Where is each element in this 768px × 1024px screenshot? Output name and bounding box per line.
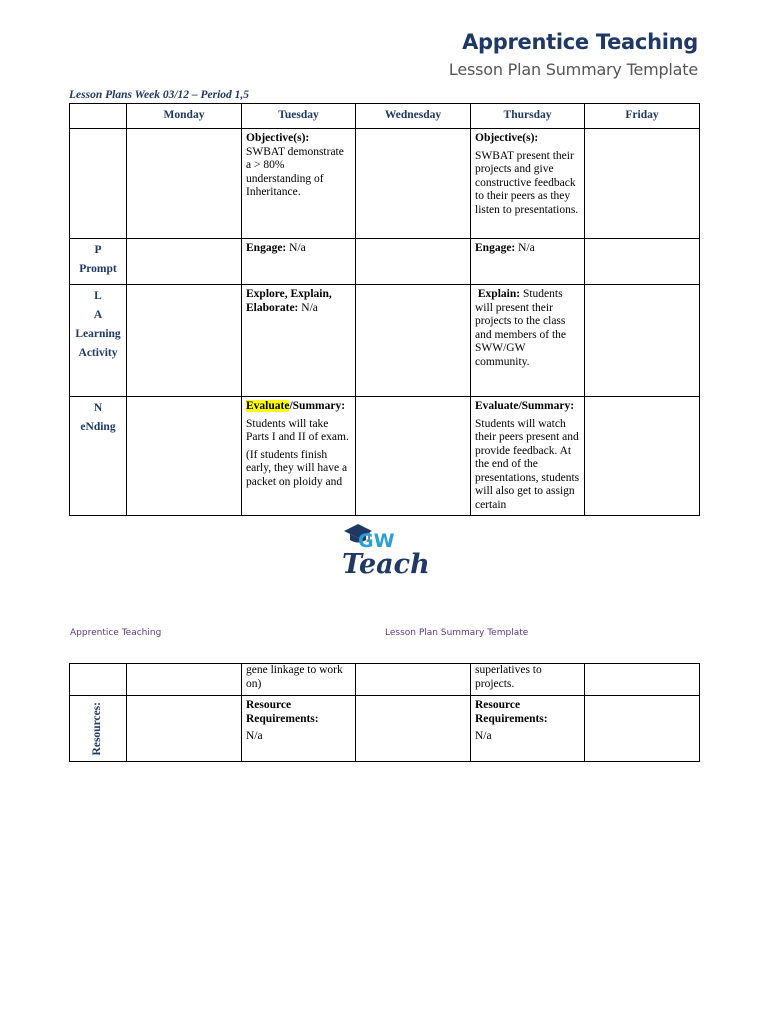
thursday-evaluate: Evaluate/Summary: Students will watch their peers present and provide feedback. At the end of the presentations, students will also get to assign certain — [471, 397, 585, 516]
thursday-continued: superlatives to projects. — [471, 664, 585, 696]
learning-row — [70, 285, 700, 397]
objective-text: SWBAT demonstrate a > 80% understanding of Inheritance. — [246, 145, 344, 198]
tuesday-engage: Engage: N/a — [242, 239, 356, 285]
day-wednesday: Wednesday — [356, 104, 471, 129]
week-label: Lesson Plans Week 03/12 – Period 1,5 — [69, 89, 250, 101]
prompt-side-label: P Prompt — [70, 239, 127, 285]
gw-teach-logo — [336, 517, 440, 581]
footer-right: Lesson Plan Summary Template — [385, 628, 529, 638]
tuesday-explore: Explore, Explain, Elaborate: N/a — [242, 285, 356, 397]
day-friday: Friday — [585, 104, 700, 129]
logo-gw-text: GW — [358, 530, 395, 552]
lesson-plan-table — [69, 103, 700, 516]
day-monday: Monday — [127, 104, 242, 129]
corner-cell — [70, 104, 127, 129]
page-title: Apprentice Teaching — [462, 30, 698, 54]
resources-side-label: Resources: — [70, 696, 127, 762]
ending-side-label: N eNding — [70, 397, 127, 516]
learning-side-label: L A Learning Activity — [70, 285, 127, 397]
ending-row — [70, 397, 700, 516]
objective-label: Objective(s): — [246, 132, 310, 144]
continuation-row — [70, 664, 700, 696]
logo-teach-text: Teach — [342, 549, 430, 580]
day-thursday: Thursday — [471, 104, 585, 129]
day-tuesday: Tuesday — [242, 104, 356, 129]
thursday-explain: Explain: Students will present their projects to the class and members of the SWW/GW community. — [471, 285, 585, 397]
prompt-row — [70, 239, 700, 285]
thursday-resources: Resource Requirements: N/a — [471, 696, 585, 762]
highlighted-text: Evaluate — [246, 400, 290, 412]
thursday-engage: Engage: N/a — [471, 239, 585, 285]
tuesday-evaluate: Evaluate/Summary: Students will take Parts I and II of exam. (If students finish early, they will have a packet on ploidy and — [242, 397, 356, 516]
objective-text: SWBAT present their projects and give constructive feedback to their peers as they listen to presentations. — [475, 149, 579, 216]
lesson-plan-table-continued — [69, 663, 700, 762]
tuesday-continued: gene linkage to work on) — [242, 664, 356, 696]
tuesday-resources: Resource Requirements: N/a — [242, 696, 356, 762]
resources-row — [70, 696, 700, 762]
day-header-row — [70, 104, 700, 129]
page-subtitle: Lesson Plan Summary Template — [448, 60, 698, 79]
thursday-objective — [471, 129, 585, 239]
objective-row — [70, 129, 700, 239]
footer-left: Apprentice Teaching — [70, 628, 162, 638]
objective-label: Objective(s): — [475, 132, 539, 144]
tuesday-objective — [242, 129, 356, 239]
